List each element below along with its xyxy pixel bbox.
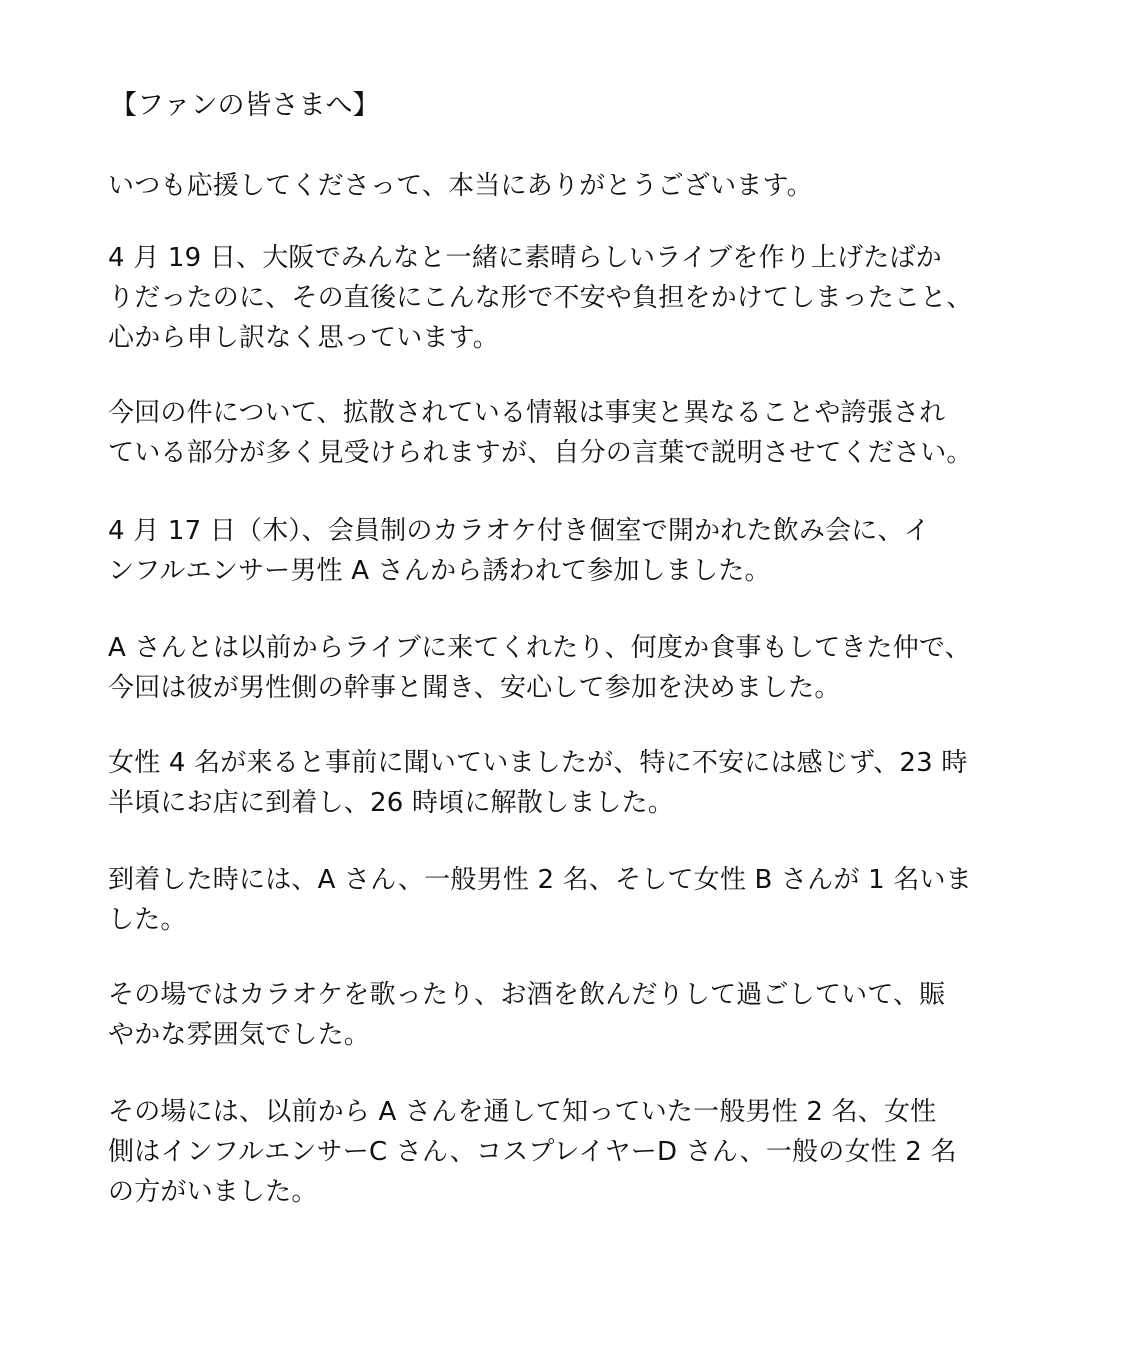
text-line: した。 — [108, 905, 187, 935]
paragraph-4 — [108, 511, 930, 591]
paragraph-7 — [108, 860, 972, 940]
text-line: その場ではカラオケを歌ったり、お酒を飲んだりして過ごしていて、賑 — [108, 980, 946, 1010]
text-line: 側はインフルエンサーC さん、コスプレイヤーD さん、一般の女性 2 名 — [108, 1137, 957, 1167]
text-line: ている部分が多く見受けられますが、自分の言葉で説明させてください。 — [108, 438, 973, 468]
text-line: 4 月 19 日、大阪でみんなと一緒に素晴らしいライブを作り上げたばか — [108, 243, 942, 273]
paragraph-8 — [108, 975, 945, 1055]
text-line: A さんとは以前からライブに来てくれたり、何度か食事もしてきた仲で、 — [108, 633, 971, 663]
paragraph-3 — [108, 393, 973, 473]
paragraph-5 — [108, 628, 971, 708]
text-line: 半頃にお店に到着し、26 時頃に解散しました。 — [108, 788, 674, 818]
text-line: 到着した時には、A さん、一般男性 2 名、そして女性 B さんが 1 名いま — [108, 865, 972, 895]
text-line: 4 月 17 日（木）、会員制のカラオケ付き個室で開かれた飲み会に、イ — [108, 516, 930, 546]
text-line: 今回の件について、拡散されている情報は事実と異なることや誇張され — [108, 398, 946, 428]
text-line: の方がいました。 — [108, 1177, 318, 1207]
paragraph-2 — [108, 238, 973, 358]
paragraph-9 — [108, 1092, 957, 1212]
text-line: やかな雰囲気でした。 — [108, 1020, 371, 1050]
text-line: いつも応援してくださって、本当にありがとうございます。 — [108, 171, 813, 201]
text-line: 今回は彼が男性側の幹事と聞き、安心して参加を決めました。 — [108, 673, 841, 703]
text-line: 女性 4 名が来ると事前に聞いていましたが、特に不安には感じず、23 時 — [108, 748, 968, 778]
text-line: 心から申し訳なく思っています。 — [108, 323, 499, 353]
text-line: りだったのに、その直後にこんな形で不安や負担をかけてしまったこと、 — [108, 283, 973, 313]
paragraph-6 — [108, 743, 968, 823]
text-line: その場には、以前から A さんを通して知っていた一般男性 2 名、女性 — [108, 1097, 937, 1127]
document-title: 【ファンの皆さまへ】 — [110, 90, 380, 121]
paragraph-1 — [108, 166, 813, 206]
text-line: ンフルエンサー男性 A さんから誘われて参加しました。 — [108, 556, 771, 586]
